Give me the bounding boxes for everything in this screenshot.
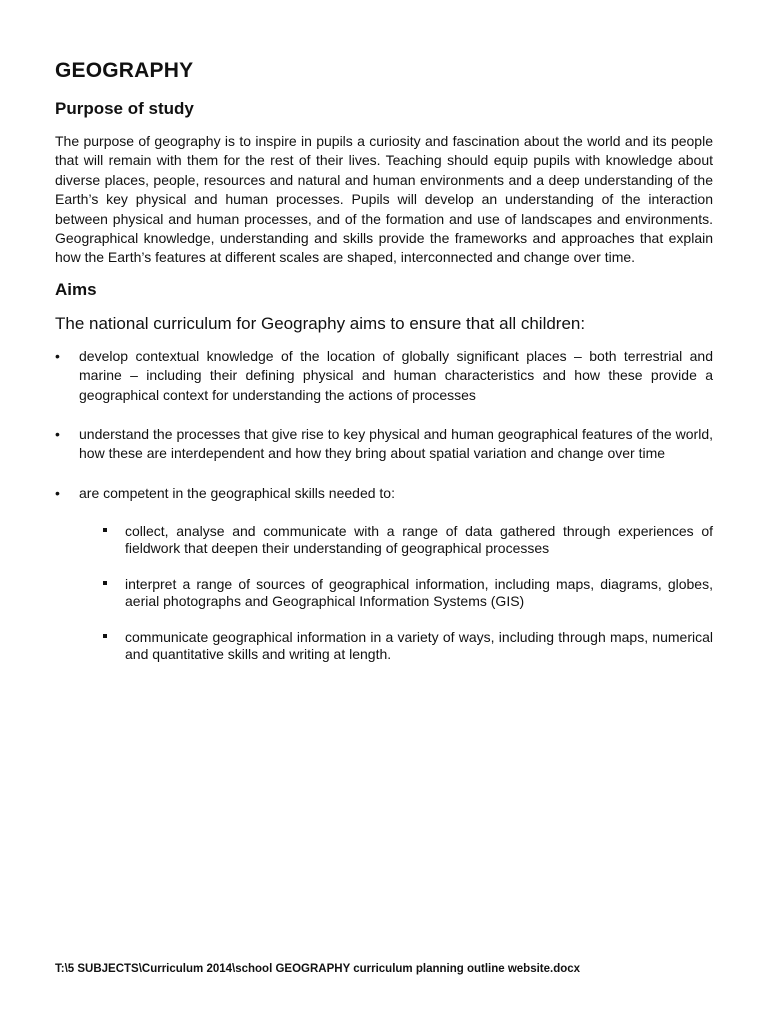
document-page: [55, 58, 713, 682]
aims-list: [55, 347, 713, 662]
aims-list-item: [55, 484, 713, 662]
aims-list-item: [55, 347, 713, 405]
square-bullet-icon: [103, 634, 107, 638]
aims-item-text: develop contextual knowledge of the location of globally significant places – both terrestrial and marine – including their defining physical and human characteristics and how these provide a geographical context for understanding the actions of processes: [79, 347, 713, 403]
aims-item-text: are competent in the geographical skills needed to:: [79, 484, 395, 501]
skills-item-text: communicate geographical information in a variety of ways, including through maps, numerical and quantitative skills and writing at length.: [125, 629, 713, 662]
skills-list-item: [55, 629, 713, 662]
skills-item-text: collect, analyse and communicate with a range of data gathered through experiences of fieldwork that deepen their understanding of geographical processes: [125, 523, 713, 556]
skills-list-item: [55, 523, 713, 556]
bullet-icon: •: [55, 484, 60, 501]
purpose-heading: Purpose of study: [55, 99, 194, 118]
bullet-icon: •: [55, 426, 60, 443]
aims-list-item: [55, 425, 713, 464]
bullet-icon: •: [55, 347, 60, 364]
document-title: GEOGRAPHY: [55, 59, 194, 82]
skills-list: [55, 523, 713, 662]
aims-intro: The national curriculum for Geography aims to ensure that all children:: [55, 313, 586, 333]
aims-heading: Aims: [55, 279, 97, 299]
purpose-paragraph: The purpose of geography is to inspire in pupils a curiosity and fascination about the world and its people that will remain with them for the rest of their lives. Teaching should equip pupils with knowledge about diverse places, people, resources and natural and human environments and a deep understanding of the Earth’s key physical and human processes. Pupils will develop an understanding of the interaction between physical and human processes, and of the formation and use of landscapes and environments. Geographical knowledge, understanding and skills provide the frameworks and approaches that explain how the Earth’s features at different scales are shaped, interconnected and change over time.: [55, 133, 713, 266]
square-bullet-icon: [103, 581, 107, 585]
aims-item-text: understand the processes that give rise to key physical and human geographical features of the world, how these are interdependent and how they bring about spatial variation and change over time: [79, 426, 713, 462]
skills-list-item: [55, 576, 713, 609]
footer-file-path: T:\5 SUBJECTS\Curriculum 2014\school GEOGRAPHY curriculum planning outline website.docx: [55, 963, 581, 975]
square-bullet-icon: [103, 528, 107, 532]
skills-item-text: interpret a range of sources of geographical information, including maps, diagrams, globes, aerial photographs and Geographical Information Systems (GIS): [125, 576, 713, 609]
